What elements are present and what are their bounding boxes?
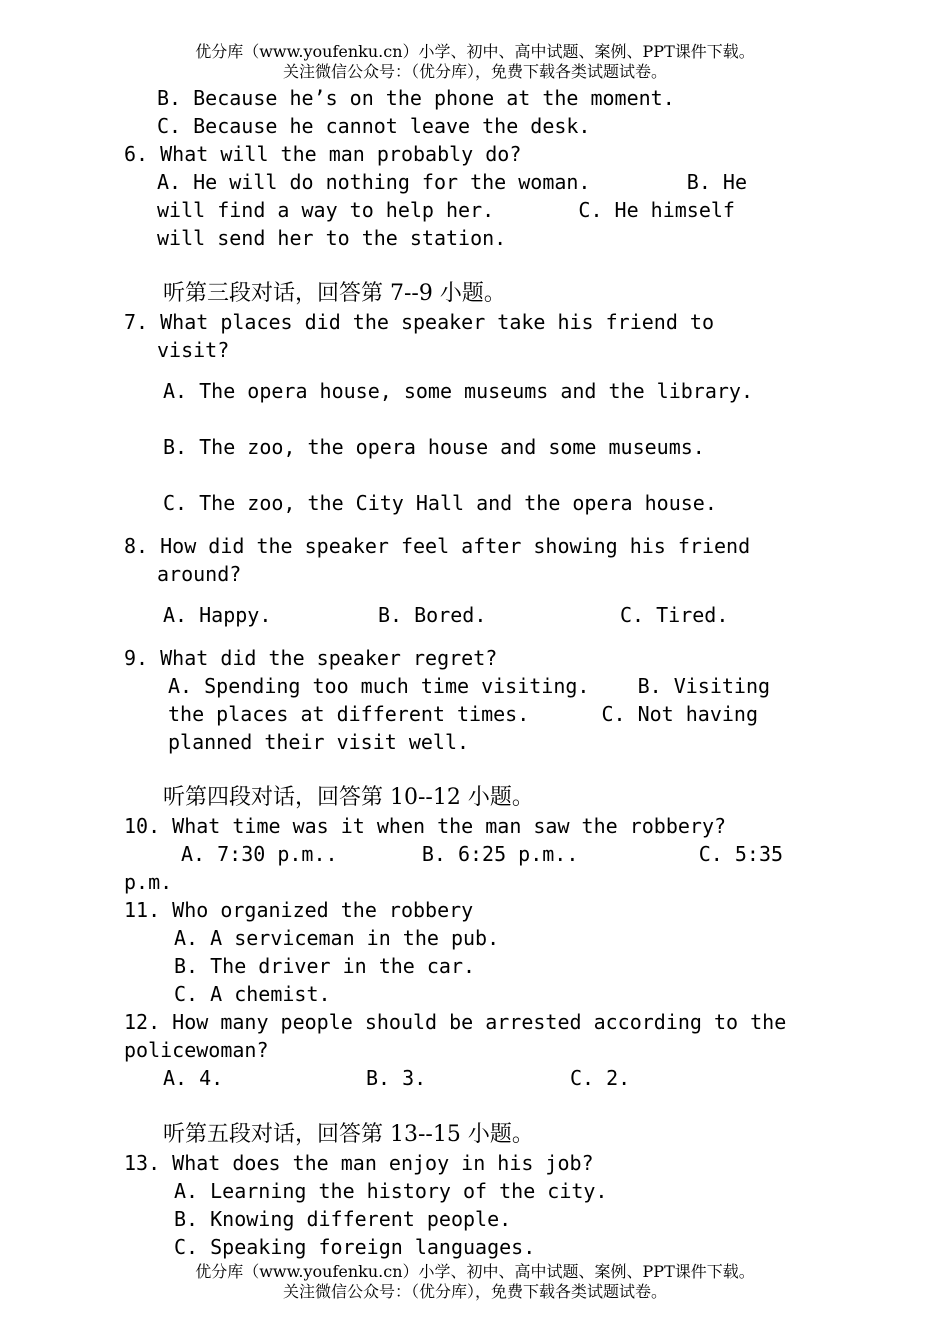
q13-question: 13. What does the man enjoy in his job? xyxy=(124,1151,594,1175)
q11-option-c: C. A chemist. xyxy=(174,982,331,1006)
section-4-heading: 听第四段对话，回答第 10--12 小题。 xyxy=(163,785,534,810)
q5-option-b: B. Because he’s on the phone at the moment. xyxy=(157,86,675,110)
page-header-line-1: 优分库（www.youfenku.cn）小学、初中、高中试题、案例、PPT课件下载。 xyxy=(195,42,755,61)
q12-option-a: A. 4. xyxy=(163,1066,224,1090)
q7-question-line-2: visit? xyxy=(157,338,230,362)
q7-option-b: B. The zoo, the opera house and some museums. xyxy=(163,435,705,459)
q8-question-line-2: around? xyxy=(157,562,242,586)
q9-options-line-3: planned their visit well. xyxy=(168,730,470,754)
page-footer-line-2: 关注微信公众号：（优分库），免费下载各类试题试卷。 xyxy=(282,1282,667,1301)
q11-question: 11. Who organized the robbery xyxy=(124,898,474,922)
q9-options-line-1: A. Spending too much time visiting. B. Visiting xyxy=(168,674,771,698)
q8-question-line-1: 8. How did the speaker feel after showing his friend xyxy=(124,534,751,558)
section-3-heading: 听第三段对话，回答第 7--9 小题。 xyxy=(163,281,506,306)
q7-option-a: A. The opera house, some museums and the library. xyxy=(163,379,754,403)
q10-options-line-2: p.m. xyxy=(124,870,173,894)
page-header-line-2: 关注微信公众号：（优分库），免费下载各类试题试卷。 xyxy=(282,62,667,81)
section-5-heading: 听第五段对话，回答第 13--15 小题。 xyxy=(163,1122,534,1147)
q13-option-b: B. Knowing different people. xyxy=(174,1207,512,1231)
q12-question-line-2: policewoman? xyxy=(124,1038,269,1062)
q9-question: 9. What did the speaker regret? xyxy=(124,646,498,670)
q13-option-c: C. Speaking foreign languages. xyxy=(174,1235,536,1259)
q10-question: 10. What time was it when the man saw the robbery? xyxy=(124,814,727,838)
q13-option-a: A. Learning the history of the city. xyxy=(174,1179,608,1203)
q10-options-line-1: A. 7:30 p.m.. B. 6:25 p.m.. C. 5:35 xyxy=(181,842,784,866)
q12-option-c: C. 2. xyxy=(570,1066,631,1090)
page-footer-line-1: 优分库（www.youfenku.cn）小学、初中、高中试题、案例、PPT课件下载。 xyxy=(195,1262,755,1281)
q6-question: 6. What will the man probably do? xyxy=(124,142,522,166)
q8-option-b: B. Bored. xyxy=(378,603,487,627)
q8-option-c: C. Tired. xyxy=(620,603,729,627)
q6-options-line-2: will find a way to help her. C. He himself xyxy=(157,198,735,222)
q5-option-c: C. Because he cannot leave the desk. xyxy=(157,114,591,138)
q6-options-line-1: A. He will do nothing for the woman. B. He xyxy=(157,170,748,194)
q6-options-line-3: will send her to the station. xyxy=(157,226,507,250)
q11-option-a: A. A serviceman in the pub. xyxy=(174,926,500,950)
q9-options-line-2: the places at different times. C. Not having xyxy=(168,702,759,726)
q12-question-line-1: 12. How many people should be arrested according to the xyxy=(124,1010,787,1034)
q7-question-line-1: 7. What places did the speaker take his friend to xyxy=(124,310,715,334)
q8-option-a: A. Happy. xyxy=(163,603,272,627)
q11-option-b: B. The driver in the car. xyxy=(174,954,476,978)
q12-option-b: B. 3. xyxy=(366,1066,427,1090)
q7-option-c: C. The zoo, the City Hall and the opera house. xyxy=(163,491,717,515)
